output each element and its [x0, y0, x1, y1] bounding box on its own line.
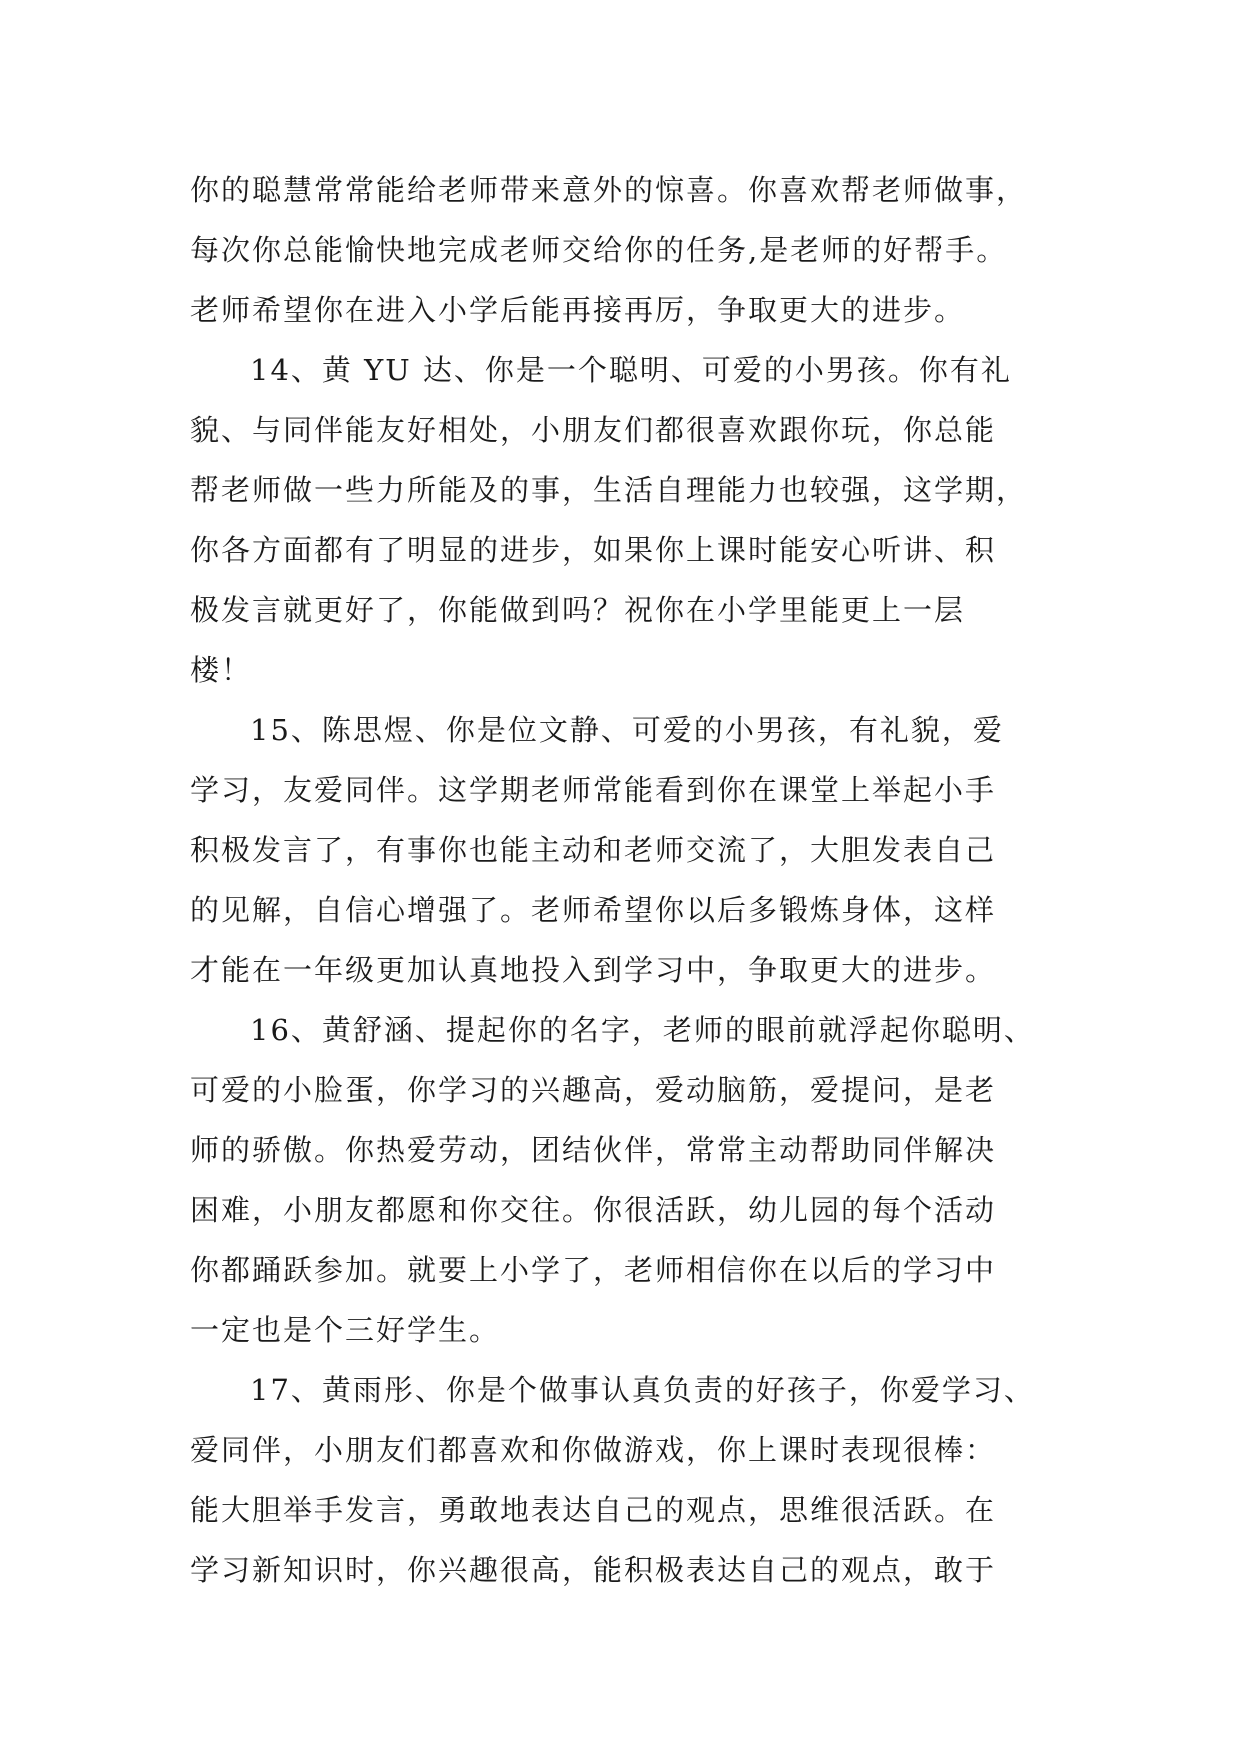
paragraph-15 [190, 700, 1080, 1000]
paragraph-13-tail [190, 160, 1080, 340]
text-line: 爱同伴，小朋友们都喜欢和你做游戏，你上课时表现很棒： [190, 1433, 997, 1467]
text-line: 能大胆举手发言，勇敢地表达自己的观点，思维很活跃。在 [190, 1493, 997, 1527]
text-line: 学习，友爱同伴。这学期老师常能看到你在课堂上举起小手 [190, 773, 997, 807]
text-line: 积极发言了，有事你也能主动和老师交流了，大胆发表自己 [190, 833, 997, 867]
text-line: 可爱的小脸蛋，你学习的兴趣高，爱动脑筋，爱提问，是老 [190, 1073, 997, 1107]
text-line: 15、陈思煜、你是位文静、可爱的小男孩，有礼貌，爱 [250, 713, 1004, 747]
paragraph-17 [190, 1360, 1080, 1600]
text-line: 16、黄舒涵、提起你的名字，老师的眼前就浮起你聪明、 [250, 1013, 1035, 1047]
text-line: 困难，小朋友都愿和你交往。你很活跃，幼儿园的每个活动 [190, 1193, 997, 1227]
text-line: 的见解，自信心增强了。老师希望你以后多锻炼身体，这样 [190, 893, 997, 927]
text-line: 一定也是个三好学生。 [190, 1313, 501, 1347]
text-line: 貌、与同伴能友好相处，小朋友们都很喜欢跟你玩，你总能 [190, 413, 997, 447]
text-line: 你的聪慧常常能给老师带来意外的惊喜。你喜欢帮老师做事， [190, 173, 1028, 207]
document-body [190, 160, 1080, 1600]
paragraph-14 [190, 340, 1080, 700]
text-line: 学习新知识时，你兴趣很高，能积极表达自己的观点，敢于 [190, 1553, 997, 1587]
text-line: 才能在一年级更加认真地投入到学习中，争取更大的进步。 [190, 953, 997, 987]
text-line: 14、黄 YU 达、你是一个聪明、可爱的小男孩。你有礼 [250, 353, 1012, 387]
text-line: 你都踊跃参加。就要上小学了，老师相信你在以后的学习中 [190, 1253, 997, 1287]
text-line: 17、黄雨彤、你是个做事认真负责的好孩子，你爱学习、 [250, 1373, 1035, 1407]
text-line: 你各方面都有了明显的进步，如果你上课时能安心听讲、积 [190, 533, 997, 567]
text-line: 楼！ [190, 653, 253, 687]
text-line: 每次你总能愉快地完成老师交给你的任务,是老师的好帮手。 [190, 233, 1008, 267]
text-line: 老师希望你在进入小学后能再接再厉，争取更大的进步。 [190, 293, 966, 327]
text-line: 极发言就更好了，你能做到吗？祝你在小学里能更上一层 [190, 593, 966, 627]
text-line: 帮老师做一些力所能及的事，生活自理能力也较强，这学期， [190, 473, 1028, 507]
text-line: 师的骄傲。你热爱劳动，团结伙伴，常常主动帮助同伴解决 [190, 1133, 997, 1167]
paragraph-16 [190, 1000, 1080, 1360]
